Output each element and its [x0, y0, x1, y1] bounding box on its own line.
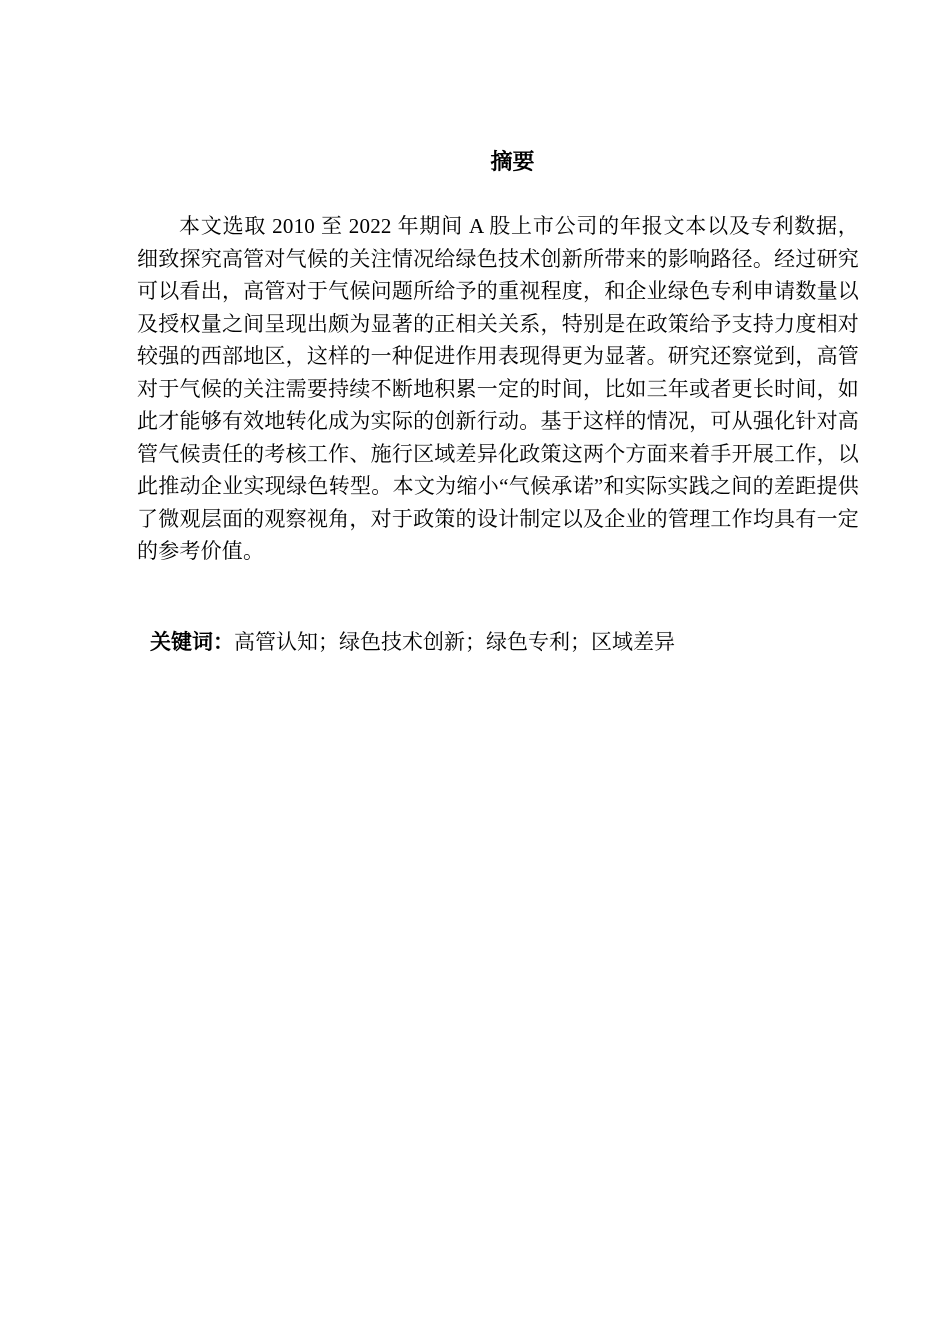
abstract-paragraph: 本文选取 2010 至 2022 年期间 A 股上市公司的年报文本以及专利数据，细致探究高管对气候的关注情况给绿色技术创新所带来的影响路径。经过研究可以看出，高管对于气候问题所给予的重视程度，和企业绿色专利申请数量以及授权量之间呈现出颇为显著的正相关关系，特别是在政策给予支持力度相对较强的西部地区，这样的一种促进作用表现得更为显著。研究还察觉到，高管对于气候的关注需要持续不断地积累一定的时间，比如三年或者更长时间，如此才能够有效地转化成为实际的创新行动。基于这样的情况，可从强化针对高管气候责任的考核工作、施行区域差异化政策这两个方面来着手开展工作，以此推动企业实现绿色转型。本文为缩小“气候承诺”和实际实践之间的差距提供了微观层面的观察视角，对于政策的设计制定以及企业的管理工作均具有一定的参考价值。 — [137, 214, 859, 563]
keywords-line — [150, 626, 850, 659]
keywords-text: 高管认知；绿色技术创新；绿色专利；区域差异 — [234, 630, 675, 654]
page-title: 摘要 — [490, 149, 535, 174]
keywords-label: 关键词： — [150, 631, 234, 654]
